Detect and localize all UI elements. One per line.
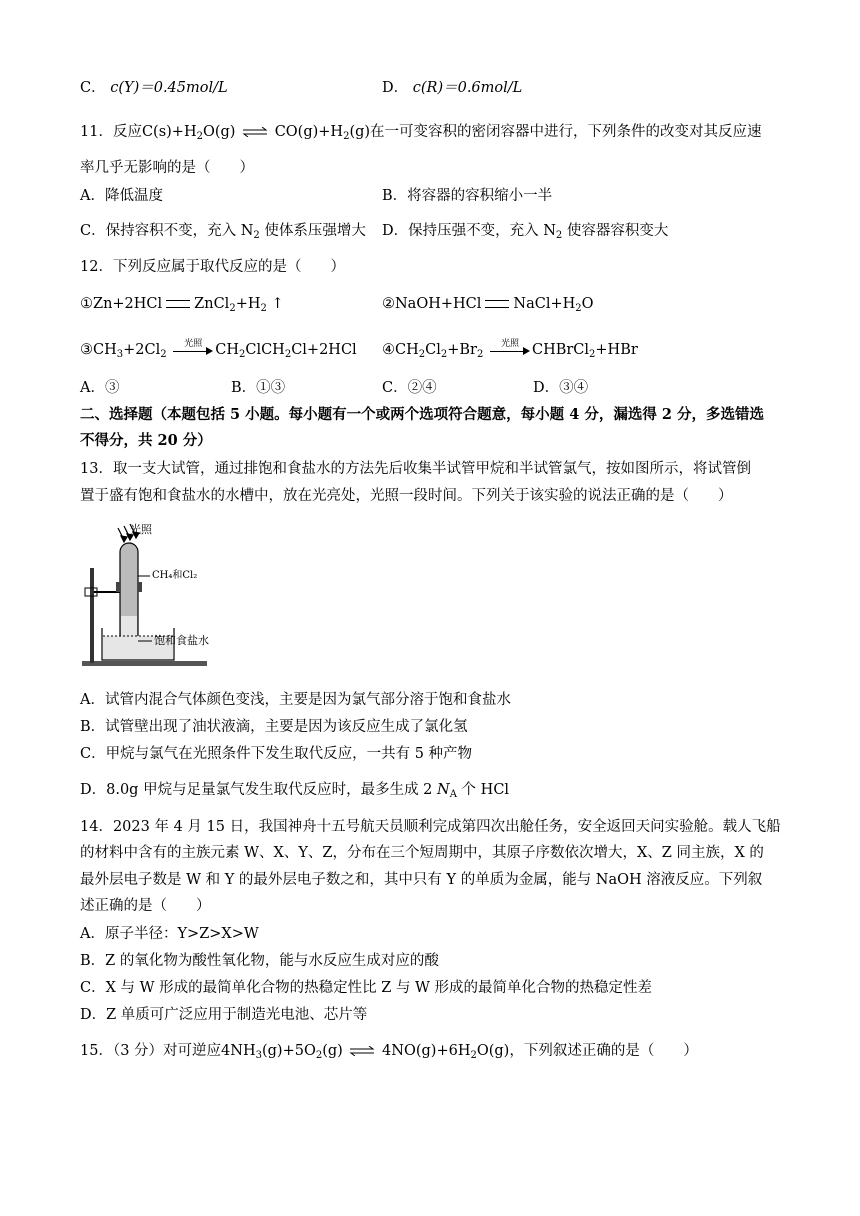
q14-option-c: C．X 与 W 形成的最简单化合物的热稳定性比 Z 与 W 形成的最简单化合物的热稳定性差 bbox=[80, 980, 653, 996]
q13-stem-line2: 置于盛有饱和食盐水的水槽中，放在光亮处，光照一段时间。下列关于该实验的说法正确的是（ ） bbox=[80, 488, 733, 504]
equals-sign-icon bbox=[166, 300, 190, 308]
q12-reaction-4: $④CH_2Cl_2+Br_2$ 光照 CHBrCl$_2$+HBr bbox=[382, 339, 638, 360]
experiment-figure bbox=[82, 518, 222, 673]
q12-stem: 12．下列反应属于取代反应的是（ ） bbox=[80, 259, 345, 275]
q10-option-d: D． c(R)＝0.6mol/L bbox=[382, 80, 523, 96]
section-heading-line2: 不得分，共 20 分） bbox=[80, 432, 212, 449]
q15-stem: 15．（3 分）对可逆应$4NH_3(g)+5O_2(g)$ $4NO(g)+6H_2O(g)$，下列叙述正确的是（ ） bbox=[80, 1043, 698, 1061]
q11-stem: 11．反应$C(s)+H_2O(g)$ $CO(g)+H_2(g)$在一可变容积的密闭容器中进行，下列条件的改变对其反应速 bbox=[80, 124, 762, 142]
q10-option-c: C． c(Y)＝0.45mol/L bbox=[80, 80, 228, 96]
q12-reaction-2: ②NaOH+HCl $NaCl+H_2O$ bbox=[382, 296, 594, 314]
q12-option-a: A．③ bbox=[80, 380, 120, 396]
q14-option-b: B．Z 的氧化物为酸性氧化物，能与水反应生成对应的酸 bbox=[80, 953, 439, 969]
q14-stem: 14．2023 年 4 月 15 日，我国神舟十五号航天员顺利完成第四次出舱任务，安全返回天问实验舱。载人飞船 bbox=[80, 819, 781, 835]
q11-option-c: C．保持容积不变，充入 $N_2$ 使体系压强增大 bbox=[80, 223, 366, 241]
q10-option-c-text: c(Y)＝0.45mol/L bbox=[110, 80, 228, 96]
q12-reaction-1: ①Zn+2HCl $ZnCl_2+H_2$ ↑ bbox=[80, 296, 284, 314]
q12-reaction-3: $③CH_3+2Cl_2$ 光照 $CH_2ClCH_2Cl+2HCl$ bbox=[80, 339, 357, 360]
q14-stem-line4: 述正确的是（ ） bbox=[80, 898, 211, 914]
q14-option-a: A．原子半径：Y>Z>X>W bbox=[80, 926, 259, 942]
q11-option-b: B．将容器的容积缩小一半 bbox=[382, 188, 553, 204]
q13-option-c: C．甲烷与氯气在光照条件下发生取代反应，一共有 5 种产物 bbox=[80, 746, 473, 762]
q11-option-a: A．降低温度 bbox=[80, 188, 163, 204]
q13-option-d: D．8.0g 甲烷与足量氯气发生取代反应时，最多生成 2 $N_A$ 个 HCl bbox=[80, 782, 510, 800]
reaction-arrow-icon: 光照 bbox=[490, 343, 530, 357]
figure-label-water: 饱和食盐水 bbox=[154, 634, 209, 647]
q11-stem-line2: 率几乎无影响的是（ ） bbox=[80, 160, 254, 176]
reaction-arrow-icon: 光照 bbox=[173, 343, 213, 357]
q10-option-d-text: c(R)＝0.6mol/L bbox=[412, 80, 523, 96]
equals-sign-icon bbox=[485, 300, 509, 308]
q11-option-d: D．保持压强不变，充入 $N_2$ 使容器容积变大 bbox=[382, 223, 669, 241]
reversible-arrow-icon bbox=[349, 1046, 375, 1056]
q12-option-c: C．②④ bbox=[382, 380, 437, 396]
q14-stem-line2: 的材料中含有的主族元素 W、X、Y、Z，分布在三个短周期中，其原子序数依次增大，X、Z 同主族，X 的 bbox=[80, 845, 764, 861]
section-heading: 二、选择题（本题包括 5 小题。每小题有一个或两个选项符合题意，每小题 4 分，漏选得 2 分，多选错选 bbox=[80, 406, 765, 423]
q14-stem-line3: 最外层电子数是 W 和 Y 的最外层电子数之和，其中只有 Y 的单质为金属，能与 NaOH 溶液反应。下列叙 bbox=[80, 872, 763, 888]
figure-label-light: 光照 bbox=[130, 523, 152, 536]
q13-option-a: A．试管内混合气体颜色变浅，主要是因为氯气部分溶于饱和食盐水 bbox=[80, 692, 511, 708]
q13-option-b: B．试管壁出现了油状液滴，主要是因为该反应生成了氯化氢 bbox=[80, 719, 468, 735]
reversible-arrow-icon bbox=[242, 127, 268, 137]
q12-option-b: B．①③ bbox=[231, 380, 286, 396]
q14-option-d: D．Z 单质可广泛应用于制造光电池、芯片等 bbox=[80, 1007, 368, 1023]
q12-option-d: D．③④ bbox=[533, 380, 589, 396]
figure-label-gas: CH₄和Cl₂ bbox=[152, 570, 198, 581]
q13-stem: 13．取一支大试管，通过排饱和食盐水的方法先后收集半试管甲烷和半试管氯气，按如图所示，将试管倒 bbox=[80, 461, 751, 477]
